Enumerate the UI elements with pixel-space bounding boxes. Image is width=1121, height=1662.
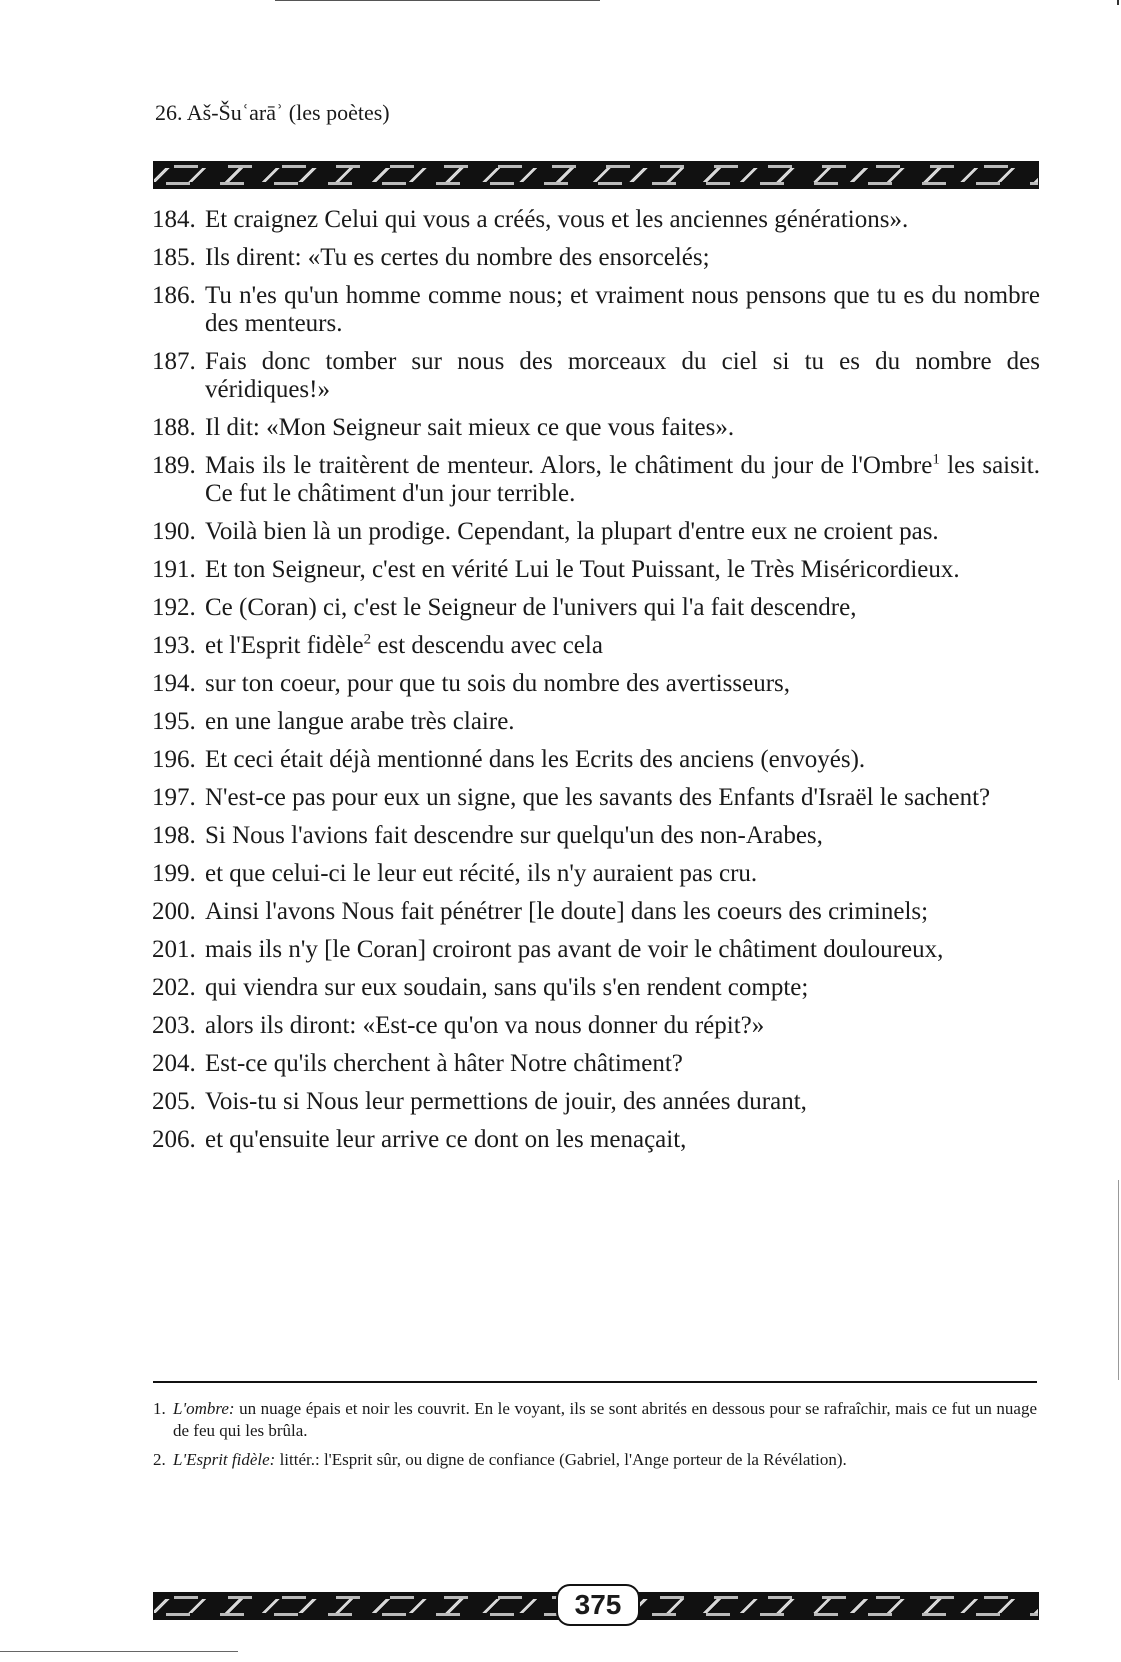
footnote-1 (153, 1398, 1037, 1442)
verse-number: 197. (152, 784, 196, 811)
verse-number: 206. (152, 1126, 196, 1153)
verse-text: qui viendra sur eux soudain, sans qu'ils s'en rendent compte; (205, 974, 809, 1001)
verse-198 (152, 822, 1040, 850)
verse-text: Ils dirent: «Tu es certes du nombre des ensorcelés; (205, 244, 710, 271)
verse-number: 204. (152, 1050, 196, 1077)
verse-text: Si Nous l'avions fait descendre sur quelqu'un des non-Arabes, (205, 822, 823, 849)
verse-number: 201. (152, 936, 196, 963)
verse-number: 199. (152, 860, 196, 887)
verse-number: 200. (152, 898, 196, 925)
verse-188 (152, 414, 1040, 442)
page-number: 375 (556, 1584, 640, 1626)
ornamental-band-top (153, 161, 1039, 189)
verse-185 (152, 244, 1040, 272)
verse-203 (152, 1012, 1040, 1040)
verse-number: 188. (152, 414, 196, 441)
footnote-text (173, 1449, 1037, 1471)
footnotes (153, 1398, 1037, 1478)
verse-206 (152, 1126, 1040, 1154)
verse-205 (152, 1088, 1040, 1116)
verse-text: Ainsi l'avons Nous fait pénétrer [le doute] dans les coeurs des criminels; (205, 898, 929, 925)
verse-text: et qu'ensuite leur arrive ce dont on les menaçait, (205, 1126, 687, 1153)
verse-191 (152, 556, 1040, 584)
verse-text: N'est-ce pas pour eux un signe, que les savants des Enfants d'Israël le sachent? (205, 784, 991, 811)
verse-199 (152, 860, 1040, 888)
verse-number: 196. (152, 746, 196, 773)
verse-text: Et ceci était déjà mentionné dans les Ecrits des anciens (envoyés). (205, 746, 866, 773)
verse-204 (152, 1050, 1040, 1078)
verse-text-part: est descendu avec cela (371, 632, 603, 659)
verse-number: 186. (152, 282, 196, 309)
verse-text (205, 452, 1040, 508)
verse-number: 187. (152, 348, 196, 375)
page-header: 26. Aš-Šuʿarāʾ (les poètes) (155, 100, 390, 125)
verse-text: Est-ce qu'ils cherchent à hâter Notre châtiment? (205, 1050, 683, 1077)
footnote-number: 1. (153, 1399, 166, 1418)
verse-number: 184. (152, 206, 196, 233)
verse-number: 194. (152, 670, 196, 697)
verse-text: alors ils diront: «Est-ce qu'on va nous donner du répit?» (205, 1012, 765, 1039)
verse-200 (152, 898, 1040, 926)
bottom-scan-rule (0, 1651, 238, 1652)
verse-text (205, 632, 1040, 660)
verse-text: Vois-tu si Nous leur permettions de jouir, des années durant, (205, 1088, 807, 1115)
verse-number: 202. (152, 974, 196, 1001)
verse-text: Et ton Seigneur, c'est en vérité Lui le Tout Puissant, le Très Miséricordieux. (205, 556, 960, 583)
footnote-text (173, 1398, 1037, 1442)
verse-number: 205. (152, 1088, 196, 1115)
verse-193 (152, 632, 1040, 660)
verse-number: 195. (152, 708, 196, 735)
verse-190 (152, 518, 1040, 546)
verse-text-part: les saisit. Ce fut le châtiment d'un jour terrible. (205, 452, 1040, 507)
verse-text-part: et l'Esprit fidèle (205, 632, 364, 659)
verse-number: 191. (152, 556, 196, 583)
footnote-ref: 1 (932, 451, 940, 468)
top-scan-rule (275, 0, 600, 1)
verse-196 (152, 746, 1040, 774)
verse-186 (152, 282, 1040, 338)
verse-text: Voilà bien là un prodige. Cependant, la plupart d'entre eux ne croient pas. (205, 518, 939, 545)
verse-number: 193. (152, 632, 196, 659)
verse-192 (152, 594, 1040, 622)
verse-number: 190. (152, 518, 196, 545)
footnote-ref: 2 (363, 631, 372, 648)
corner-mark (1117, 0, 1119, 5)
footnote-number: 2. (153, 1450, 166, 1469)
verse-202 (152, 974, 1040, 1002)
verse-number: 185. (152, 244, 196, 271)
verse-195 (152, 708, 1040, 736)
verse-number: 198. (152, 822, 196, 849)
verse-201 (152, 936, 1040, 964)
verse-list (152, 206, 1040, 1164)
verse-197 (152, 784, 1040, 812)
footnote-term: L'ombre: (173, 1399, 235, 1418)
footnote-rule (153, 1381, 1037, 1383)
verse-text: et que celui-ci le leur eut récité, ils n'y auraient pas cru. (205, 860, 758, 887)
verse-text: Tu n'es qu'un homme comme nous; et vraiment nous pensons que tu es du nombre des menteurs. (205, 282, 1040, 337)
verse-187 (152, 348, 1040, 404)
footnote-term: L'Esprit fidèle: (173, 1450, 276, 1469)
footnote-body: un nuage épais et noir les couvrit. En le voyant, ils se sont abrités en dessous pour se rafraîchir, mais ce fut un nuage de feu qui les brûla. (173, 1399, 1037, 1440)
scan-edge-mark (1118, 1180, 1119, 1380)
verse-text: sur ton coeur, pour que tu sois du nombre des avertisseurs, (205, 670, 790, 697)
verse-text: en une langue arabe très claire. (205, 708, 515, 735)
verse-text-part: Mais ils le traitèrent de menteur. Alors, le châtiment du jour de l'Ombre (205, 452, 933, 479)
verse-text: Il dit: «Mon Seigneur sait mieux ce que vous faites». (205, 414, 735, 441)
verse-189 (152, 452, 1040, 508)
footnote-body: littér.: l'Esprit sûr, ou digne de confiance (Gabriel, l'Ange porteur de la Révélation). (275, 1450, 847, 1469)
verse-text: mais ils n'y [le Coran] croiront pas avant de voir le châtiment douloureux, (205, 936, 944, 963)
verse-text: Ce (Coran) ci, c'est le Seigneur de l'univers qui l'a fait descendre, (205, 594, 857, 621)
verse-number: 192. (152, 594, 196, 621)
verse-194 (152, 670, 1040, 698)
verse-number: 189. (152, 452, 196, 479)
verse-number: 203. (152, 1012, 196, 1039)
footnote-2 (153, 1449, 1037, 1471)
verse-text: Fais donc tomber sur nous des morceaux du ciel si tu es du nombre des véridiques!» (205, 348, 1040, 403)
verse-text: Et craignez Celui qui vous a créés, vous et les anciennes générations». (205, 206, 909, 233)
verse-184 (152, 206, 1040, 234)
